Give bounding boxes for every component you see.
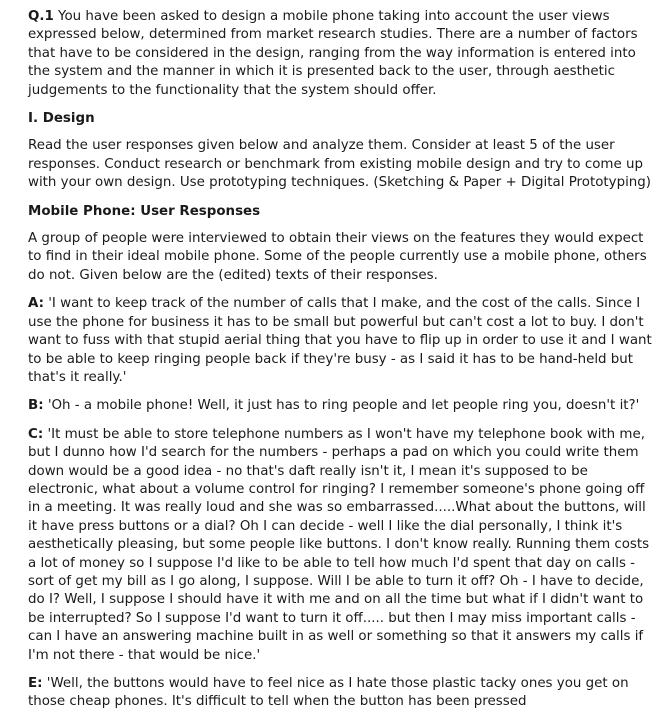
response-text: 'It must be able to store telephone numbers as I won't have my telephone book with me, but I dunno how I'd search for the numbers - perhaps a pad on which you could write them down would be a good idea - no that's daft really isn't it, I mean it's supposed to be electronic, what about a volume control for ringing? I remember someone's phone going off in a meeting. It was really loud and she was so embarrassed.....What about the buttons, will it have press buttons or a dial? Oh I can decide - well I like the dial personally, I think it's aesthetically pleasing, but some people like buttons. I don't know really. Running them costs a lot of money so I suppose I'd like to be able to tell how much I'd spent that day on calls - sort of get my bill as I go along, I suppose. Will I be able to turn it off? Oh - I have to decide, do I? Well, I suppose I should have it with me and on all the time but what if I didn't want to be interrupted? So I suppose I'd want to turn it off..... but then I may miss important calls - can I have an answering machine built in as well or something so that it answers my calls if I'm not there - that would be nice.' [28,426,650,663]
response-b [28,397,655,415]
design-heading: I. Design [28,111,95,127]
question-paragraph [28,8,655,100]
design-paragraph: Read the user responses given below and analyze them. Consider at least 5 of the user responses. Conduct research or benchmark from existing mobile design and try to come up with your own design. Use prototyping techniques. (Sketching & Paper + Digital Prototyping) [28,138,652,191]
responses-intro: A group of people were interviewed to obtain their views on the features they would expect to find in their ideal mobile phone. Some of the people currently use a mobile phone, others do not. Given below are the (edited) texts of their responses. [28,231,647,283]
response-text: 'Well, the buttons would have to feel nice as I hate those plastic tacky ones you get on those cheap phones. It's difficult to tell when the button has been pressed [28,676,629,710]
response-e [28,675,655,712]
response-c [28,426,655,665]
question-text: You have been asked to design a mobile phone taking into account the user views expressed below, determined from market research studies. There are a number of factors that have to be considered in the design, ranging from the way information is entered into the system and the manner in which it is presented back to the user, through aesthetic judgements to the functionality that the system should offer. [28,9,638,98]
question-label: Q.1 [28,9,54,24]
response-label: B: [28,398,44,414]
response-label: E: [28,676,43,691]
response-text: 'I want to keep track of the number of calls that I make, and the cost of the calls. Since I use the phone for business it has to be small but powerful but can't cost a lot to buy. I don't want to fuss with that stupid aerial thing that you have to flip up in order to use it and I want to be able to keep ringing people back if they're busy - as I said it has to be hand-held but that's it really.' [28,296,652,385]
response-text: 'Oh - a mobile phone! Well, it just has to ring people and let people ring you, doesn't it?' [43,398,640,414]
responses-heading: Mobile Phone: User Responses [28,203,261,219]
response-label: C: [28,426,44,442]
response-a [28,295,655,387]
response-label: A: [28,296,44,312]
